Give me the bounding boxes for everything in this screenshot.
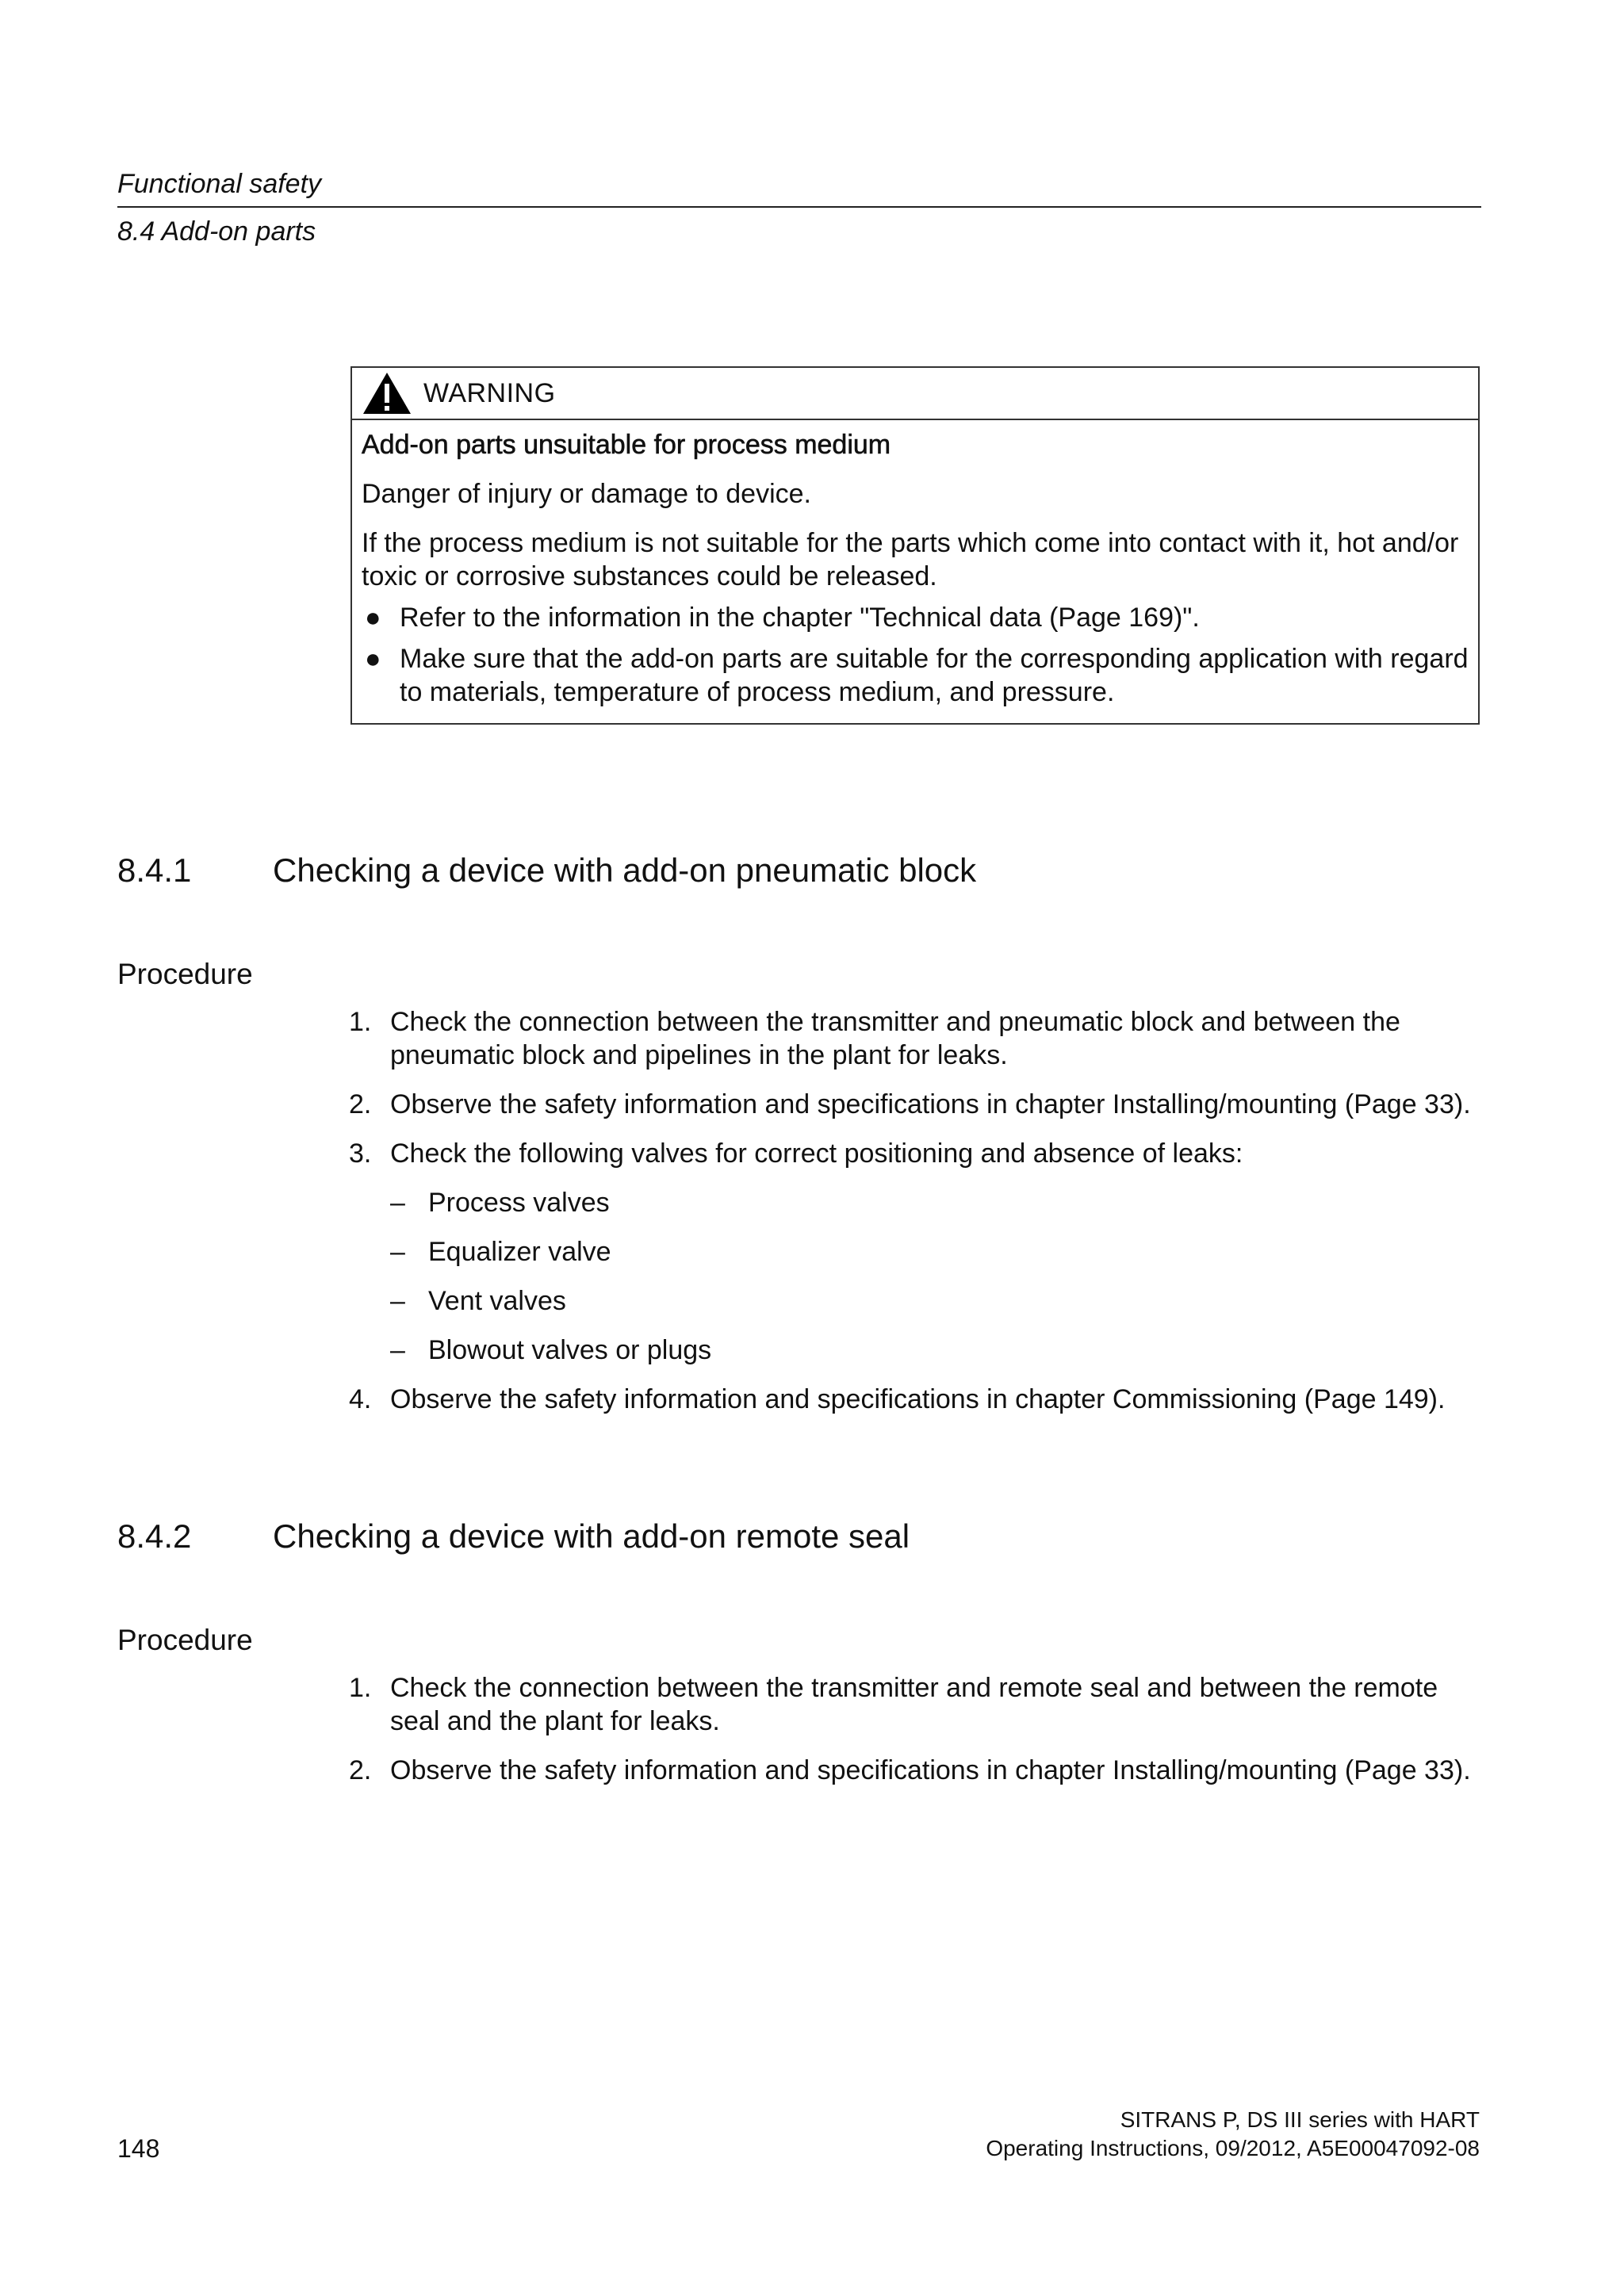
step-text: Observe the safety information and specifications in chapter Commissioning (Page 149).: [390, 1384, 1446, 1414]
procedure-step: [349, 1383, 1491, 1416]
page-header: [117, 166, 1481, 249]
header-chapter: Functional safety: [117, 169, 322, 199]
valve-list-item: [390, 1284, 1491, 1318]
bullet-dot-icon: ●: [365, 644, 381, 674]
procedure-step: [349, 1671, 1491, 1738]
dash-bullet: –: [390, 1188, 405, 1218]
step-text: Check the connection between the transmitter and remote seal and between the remote seal and the plant for leaks.: [390, 1673, 1438, 1736]
step-number: 3.: [349, 1138, 372, 1169]
valve-list: [390, 1186, 1491, 1367]
warning-body: [352, 420, 1478, 723]
procedure-label: Procedure: [117, 1624, 253, 1656]
section-number: 8.4.2: [117, 1517, 192, 1555]
warning-danger: Danger of injury or damage to device.: [362, 479, 811, 509]
procedure-steps: [349, 1671, 1491, 1803]
valve-list-item: [390, 1186, 1491, 1219]
valve-name: Vent valves: [428, 1286, 566, 1316]
warning-bullets: [362, 601, 1469, 709]
dash-bullet: –: [390, 1237, 405, 1267]
warning-subtitle: Add-on parts unsuitable for process medium: [362, 430, 891, 460]
step-text: Check the following valves for correct positioning and absence of leaks:: [390, 1138, 1243, 1169]
footer-doc-details: Operating Instructions, 09/2012, A5E00047092-08: [986, 2136, 1480, 2160]
warning-header: [352, 368, 1478, 420]
procedure-step: [349, 1005, 1491, 1072]
footer-doc-info: [986, 2106, 1480, 2163]
dash-bullet: –: [390, 1286, 405, 1316]
page-number: 148: [117, 2134, 160, 2163]
warning-bullet-item: [362, 642, 1469, 709]
footer-product: SITRANS P, DS III series with HART: [1120, 2107, 1480, 2132]
step-number: 4.: [349, 1384, 372, 1414]
procedure-step: [349, 1137, 1491, 1367]
warning-title: WARNING: [423, 377, 556, 408]
section-title: Checking a device with add-on pneumatic block: [273, 851, 977, 889]
bullet-dot-icon: ●: [365, 603, 381, 633]
valve-name: Blowout valves or plugs: [428, 1335, 712, 1365]
valve-list-item: [390, 1334, 1491, 1367]
step-text: Observe the safety information and specifications in chapter Installing/mounting (Page 33).: [390, 1755, 1471, 1785]
section-title: Checking a device with add-on remote seal: [273, 1517, 910, 1555]
warning-description: If the process medium is not suitable for the parts which come into contact with it, hot and/or toxic or corrosive substances could be released.: [362, 528, 1459, 591]
warning-box: [350, 366, 1480, 725]
section-heading-8-4-1: [117, 850, 976, 891]
warning-triangle-icon: [362, 371, 412, 415]
header-rule: [117, 206, 1481, 208]
step-text: Check the connection between the transmitter and pneumatic block and between the pneumatic block and pipelines in the plant for leaks.: [390, 1007, 1400, 1070]
step-text: Observe the safety information and specifications in chapter Installing/mounting (Page 33).: [390, 1089, 1471, 1119]
warning-bullet-text: Make sure that the add-on parts are suitable for the corresponding application with regard to materials, temperature of process medium, and pressure.: [400, 644, 1469, 707]
step-number: 2.: [349, 1089, 372, 1119]
procedure-step: [349, 1088, 1491, 1121]
section-number: 8.4.1: [117, 851, 192, 889]
section-heading-8-4-2: [117, 1516, 910, 1557]
dash-bullet: –: [390, 1335, 405, 1365]
procedure-step: [349, 1754, 1491, 1787]
step-number: 2.: [349, 1755, 372, 1785]
step-number: 1.: [349, 1673, 372, 1703]
procedure-label: Procedure: [117, 958, 253, 990]
valve-name: Equalizer valve: [428, 1237, 611, 1267]
valve-name: Process valves: [428, 1188, 610, 1218]
header-section: 8.4 Add-on parts: [117, 216, 316, 247]
procedure-steps: [349, 1005, 1491, 1432]
warning-bullet-item: [362, 601, 1469, 634]
step-number: 1.: [349, 1007, 372, 1037]
valve-list-item: [390, 1235, 1491, 1269]
warning-bullet-text: Refer to the information in the chapter "Technical data (Page 169)".: [400, 603, 1200, 633]
